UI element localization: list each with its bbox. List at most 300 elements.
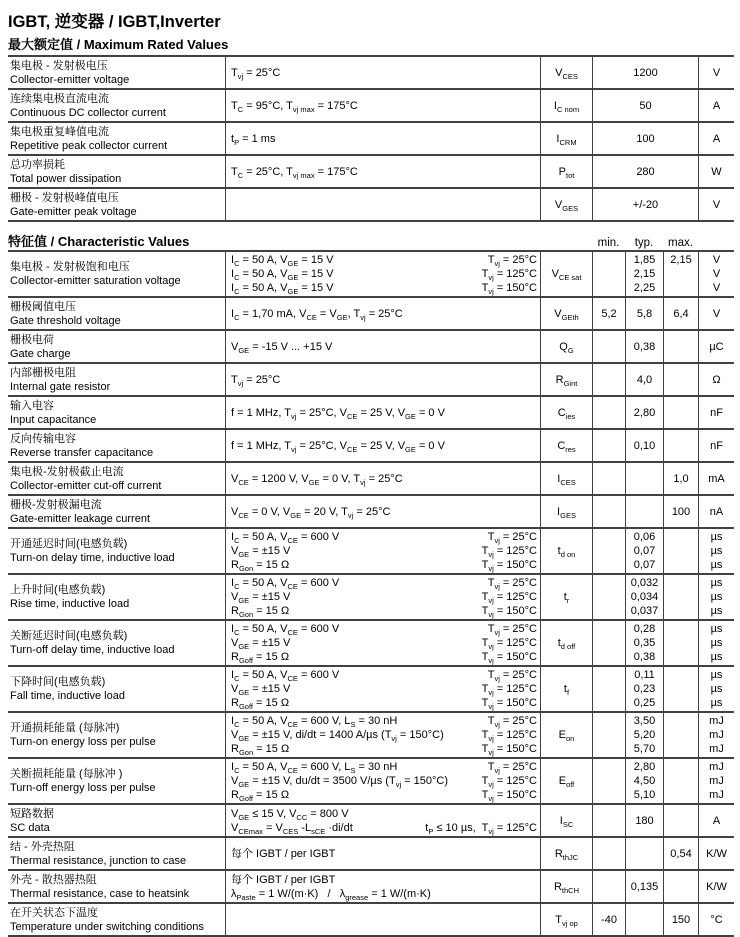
min-value-cell — [592, 331, 625, 362]
param-symbol-cell — [540, 904, 592, 935]
condition-line: $I_C = 50$ A, $V_{CE} = 600$ V — [231, 577, 340, 592]
param-symbol-cell — [540, 621, 592, 665]
text-line: 0,38 — [633, 651, 656, 663]
param-symbol-cell — [540, 871, 592, 902]
condition-line: $V_{CE} = 0$ V, $V_{GE} = 20$ V, $T_{vj} = 25^\circ C$ — [231, 505, 391, 520]
param-symbol-cell — [540, 189, 592, 220]
param-symbol-cell — [540, 667, 592, 711]
param-name-en: Turn-on energy loss per pulse — [10, 736, 156, 748]
param-name-en: Reverse transfer capacitance — [10, 446, 154, 459]
param-symbol-cell — [540, 575, 592, 619]
section-characteristic-title: 特征值 / Characteristic Values — [8, 234, 190, 249]
text-line: µs — [710, 577, 723, 589]
temp-condition-line: $T_{vj} = 125^\circ C$ — [481, 775, 537, 790]
param-name-en: Thermal resistance, case to heatsink — [10, 887, 190, 900]
text-line: 0,11 — [634, 669, 655, 681]
table-row — [8, 156, 734, 189]
param-symbol-cell — [540, 331, 592, 362]
condition-line: $T_{vj} = 25^\circ C$ — [231, 373, 281, 388]
param-symbol: $t_{d on}$ — [557, 545, 576, 560]
param-symbol-cell — [540, 397, 592, 428]
param-name-cell — [8, 123, 225, 154]
condition-line: $V_{CEmax} = V_{CES}$ $-L_{sCE} \cdot di/dt$ — [231, 821, 353, 836]
text-line: 0,54 — [670, 847, 692, 860]
param-name-cell — [8, 331, 225, 362]
text-line: mJ — [709, 715, 724, 727]
temp-condition-line: $T_{vj} = 125^\circ C$ — [481, 545, 537, 560]
condition-lines — [231, 847, 536, 861]
min-value-cell — [592, 298, 625, 329]
max-value-cell — [663, 252, 698, 296]
param-name-zh: 上升时间(电感负载) — [10, 584, 106, 596]
param-name-zh: 总功率损耗 — [10, 158, 65, 171]
text-line: 0,25 — [633, 697, 656, 709]
param-name-en: Turn-on delay time, inductive load — [10, 552, 175, 564]
param-symbol: $V_{CE sat}$ — [551, 268, 582, 283]
param-name-zh: 集电极 - 发射极饱和电压 — [10, 261, 130, 273]
param-name-en: Temperature under switching conditions — [10, 920, 204, 933]
max-value-cell — [663, 298, 698, 329]
param-name-zh: 开通损耗能量 (每脉冲) — [10, 722, 120, 734]
param-symbol: $t_r$ — [563, 591, 570, 606]
text-line: µs — [710, 697, 723, 709]
condition-line: $V_{GE} \le 15$ V, $V_{CC} = 800$ V — [231, 807, 349, 822]
condition-line: $I_C = 50$ A, $V_{CE} = 600$ V — [231, 623, 340, 638]
param-conditions-cell — [225, 496, 540, 527]
text-line: 5,20 — [633, 729, 656, 741]
table-row — [8, 430, 734, 463]
col-header-typ: typ. — [634, 237, 654, 249]
min-value-cell — [592, 759, 625, 803]
text-line: 0,35 — [633, 637, 656, 649]
rated-value: 50 — [639, 99, 652, 112]
min-value-cell — [592, 904, 625, 935]
min-value-cell — [592, 667, 625, 711]
text-line: µs — [710, 531, 723, 543]
text-line: V — [712, 307, 721, 320]
unit-cell — [698, 331, 734, 362]
text-line: 2,15 — [633, 268, 656, 280]
table-row — [8, 298, 734, 331]
text-line: nF — [710, 406, 723, 419]
text-line: A — [712, 814, 721, 827]
temp-condition-lines — [482, 530, 537, 572]
section-max-rated-title: 最大额定值 / Maximum Rated Values — [8, 37, 229, 52]
param-name-en: Thermal resistance, junction to case — [10, 854, 187, 867]
param-name-zh: 集电极 - 发射极电压 — [10, 59, 108, 72]
param-symbol: $E_{on}$ — [558, 729, 575, 744]
text-line: µs — [710, 669, 723, 681]
unit-cell — [698, 298, 734, 329]
param-symbol: $R_{Gint}$ — [555, 373, 578, 388]
unit-cell — [698, 463, 734, 494]
table-row — [8, 57, 734, 90]
text-line: 2,80 — [633, 761, 656, 773]
min-value-cell — [592, 364, 625, 395]
max-value-cell — [663, 805, 698, 836]
unit-cell — [698, 838, 734, 869]
table-row — [8, 838, 734, 871]
condition-line: $V_{GE} = \pm 15$ V — [231, 637, 291, 652]
param-name-cell — [8, 57, 225, 88]
text-line: 2,25 — [633, 282, 656, 294]
condition-line: $V_{CE} = 1200$ V, $V_{GE} = 0$ V, $T_{vj} = 25^\circ C$ — [231, 472, 403, 487]
typ-value-cell — [625, 904, 663, 935]
text-line: 0,07 — [633, 559, 656, 571]
condition-line: $R_{Gon} = 15$ Ω — [231, 743, 290, 758]
rated-value-cell — [592, 156, 698, 187]
text-line: µC — [709, 340, 724, 353]
param-name-cell — [8, 252, 225, 296]
max-value-cell — [663, 871, 698, 902]
param-symbol-cell — [540, 759, 592, 803]
unit-cell — [698, 529, 734, 573]
table-row — [8, 90, 734, 123]
unit-cell — [698, 805, 734, 836]
min-value-cell — [592, 430, 625, 461]
table-row — [8, 123, 734, 156]
param-symbol: $I_{CRM}$ — [556, 132, 577, 147]
condition-line: $I_C = 50$ A, $V_{CE} = 600$ V — [231, 531, 340, 546]
param-name-en: Gate charge — [10, 347, 71, 360]
param-conditions-cell — [225, 123, 540, 154]
temp-condition-line: $T_{vj} = 25^\circ C$ — [487, 531, 537, 546]
temp-condition-line: $T_{vj} = 25^\circ C$ — [487, 254, 537, 269]
param-conditions-cell — [225, 838, 540, 869]
max-value-cell — [663, 759, 698, 803]
text-line: µs — [710, 651, 723, 663]
param-name-en: Gate threshold voltage — [10, 314, 121, 327]
text-line: mJ — [709, 729, 724, 741]
min-value-cell — [592, 529, 625, 573]
temp-condition-lines — [425, 807, 537, 835]
table-row — [8, 667, 734, 713]
param-name-zh: 集电极重复峰值电流 — [10, 125, 109, 138]
param-name-en: Rise time, inductive load — [10, 598, 130, 610]
rated-value-cell — [592, 189, 698, 220]
min-value-cell — [592, 575, 625, 619]
temp-condition-lines — [482, 668, 537, 710]
param-name-zh: 输入电容 — [10, 399, 54, 412]
table-row — [8, 463, 734, 496]
table-row — [8, 713, 734, 759]
param-name-cell — [8, 430, 225, 461]
min-value-cell — [592, 397, 625, 428]
param-name-en: Gate-emitter peak voltage — [10, 205, 137, 218]
typ-value-cell — [625, 871, 663, 902]
param-name-cell — [8, 189, 225, 220]
min-value-cell — [592, 805, 625, 836]
text-line: -40 — [601, 913, 617, 926]
col-header-min: min. — [597, 237, 620, 249]
temp-condition-line: $T_{vj} = 25^\circ C$ — [487, 715, 537, 730]
text-line: 100 — [671, 505, 691, 518]
param-name-cell — [8, 156, 225, 187]
rated-value: 280 — [636, 165, 655, 178]
param-symbol-cell — [540, 805, 592, 836]
typ-value-cell — [625, 759, 663, 803]
condition-lines — [231, 307, 536, 321]
param-name-cell — [8, 529, 225, 573]
temp-condition-lines — [482, 622, 537, 664]
temp-condition-line: $T_{vj} = 125^\circ C$ — [481, 729, 537, 744]
min-value-cell — [592, 252, 625, 296]
min-value-cell — [592, 621, 625, 665]
text-line: 0,034 — [630, 591, 659, 603]
typ-value-cell — [625, 252, 663, 296]
param-name-zh: 关断损耗能量 (每脉冲 ) — [10, 768, 123, 780]
max-value-cell — [663, 496, 698, 527]
param-symbol: $P_{tot}$ — [558, 165, 575, 180]
min-value-cell — [592, 463, 625, 494]
condition-line: $V_{GE} = \pm 15$ V — [231, 545, 291, 560]
text-line: µs — [710, 683, 723, 695]
param-symbol-cell — [540, 529, 592, 573]
text-line: 0,037 — [630, 605, 659, 617]
param-symbol-cell — [540, 364, 592, 395]
condition-line: $R_{Gon} = 15$ Ω — [231, 605, 290, 620]
text-line: 150 — [671, 913, 691, 926]
unit-label: A — [712, 132, 721, 145]
param-name-zh: 栅极电荷 — [10, 333, 54, 346]
param-name-zh: 关断延迟时间(电感负载) — [10, 630, 128, 642]
param-symbol: $V_{GES}$ — [554, 198, 579, 213]
param-name-en: Turn-off energy loss per pulse — [10, 782, 156, 794]
min-value-cell — [592, 871, 625, 902]
param-conditions-cell — [225, 621, 540, 665]
temp-condition-line: $T_{vj} = 125^\circ C$ — [481, 637, 537, 652]
unit-label: V — [712, 198, 721, 211]
param-symbol-cell — [540, 252, 592, 296]
temp-condition-line: $T_{vj} = 150^\circ C$ — [481, 559, 537, 574]
param-conditions-cell — [225, 57, 540, 88]
typ-value-cell — [625, 331, 663, 362]
text-line: mA — [708, 472, 725, 485]
typ-value-cell — [625, 667, 663, 711]
characteristic-values-table — [8, 250, 734, 937]
condition-line: $R_{Goff} = 15$ Ω — [231, 789, 290, 804]
param-symbol: $Q_G$ — [559, 340, 574, 355]
unit-cell — [698, 156, 734, 187]
condition-line: $t_P = 1$ ms — [231, 132, 276, 147]
unit-cell — [698, 364, 734, 395]
condition-lines — [231, 373, 536, 387]
text-line: V — [712, 268, 721, 280]
unit-label: V — [712, 66, 721, 79]
text-line: 0,135 — [630, 880, 659, 893]
text-line: 5,8 — [636, 307, 653, 320]
table-row — [8, 364, 734, 397]
param-symbol: $C_{res}$ — [557, 439, 576, 454]
param-symbol-cell — [540, 156, 592, 187]
table-row — [8, 621, 734, 667]
unit-cell — [698, 759, 734, 803]
param-name-zh: 下降时间(电感负载) — [10, 676, 106, 688]
param-conditions-cell — [225, 156, 540, 187]
temp-condition-line: $T_{vj} = 125^\circ C$ — [481, 683, 537, 698]
param-name-cell — [8, 667, 225, 711]
param-symbol-cell — [540, 298, 592, 329]
param-symbol: $E_{off}$ — [558, 775, 575, 790]
param-symbol: $R_{thJC}$ — [554, 847, 579, 862]
table-row — [8, 496, 734, 529]
param-symbol-cell — [540, 713, 592, 757]
unit-cell — [698, 123, 734, 154]
param-conditions-cell — [225, 904, 540, 935]
unit-cell — [698, 621, 734, 665]
unit-cell — [698, 252, 734, 296]
unit-cell — [698, 430, 734, 461]
temp-condition-lines — [482, 253, 537, 295]
unit-cell — [698, 871, 734, 902]
temp-condition-line: $T_{vj} = 125^\circ C$ — [481, 268, 537, 283]
param-conditions-cell — [225, 364, 540, 395]
param-symbol: $I_{GES}$ — [557, 505, 576, 520]
param-conditions-cell — [225, 805, 540, 836]
param-name-en: Repetitive peak collector current — [10, 139, 168, 152]
param-name-en: Gate-emitter leakage current — [10, 512, 151, 525]
page-title: IGBT, 逆变器 / IGBT,Inverter — [8, 13, 221, 31]
param-name-cell — [8, 496, 225, 527]
typ-value-cell — [625, 463, 663, 494]
text-line: 2,15 — [670, 254, 692, 266]
unit-cell — [698, 575, 734, 619]
param-name-zh: 连续集电极直流电流 — [10, 92, 109, 105]
typ-value-cell — [625, 529, 663, 573]
condition-lines — [231, 505, 536, 519]
condition-line: $T_C = 95^\circ C$, $T_{vj max} = 175^\circ C$ — [231, 99, 358, 114]
max-value-cell — [663, 529, 698, 573]
text-line: µs — [710, 591, 723, 603]
text-line: 0,032 — [630, 577, 659, 589]
param-conditions-cell — [225, 529, 540, 573]
param-name-en: Continuous DC collector current — [10, 106, 166, 119]
table-row — [8, 252, 734, 298]
param-symbol-cell — [540, 838, 592, 869]
table-row — [8, 805, 734, 838]
param-symbol-cell — [540, 90, 592, 121]
param-conditions-cell — [225, 667, 540, 711]
temp-condition-line: $T_{vj} = 150^\circ C$ — [481, 651, 537, 666]
condition-line: $I_C = 1,70$ mA, $V_{CE} = V_{GE}$, $T_{vj} = 25^\circ C$ — [231, 307, 403, 322]
temp-condition-line: $t_P \le 10$ µs, $T_{vj} = 125^\circ C$ — [425, 821, 537, 836]
condition-lines — [231, 406, 536, 420]
condition-line: $V_{GE} = \pm 15$ V, di/dt = 1400 A/µs $(T_{vj} = 150^\circ C)$ — [231, 729, 444, 744]
condition-line: $I_C = 50$ A, $V_{CE} = 600$ V — [231, 669, 340, 684]
text-line: 0,10 — [633, 439, 656, 452]
param-name-zh: 外壳 - 散热器热阻 — [10, 873, 97, 886]
param-name-zh: 反向传输电容 — [10, 432, 76, 445]
typ-value-cell — [625, 298, 663, 329]
max-value-cell — [663, 397, 698, 428]
text-line: 0,06 — [633, 531, 656, 543]
param-name-zh: 栅极 - 发射极峰值电压 — [10, 191, 119, 204]
unit-cell — [698, 57, 734, 88]
text-line: 1,85 — [633, 254, 656, 266]
text-line: 3,50 — [633, 715, 656, 727]
unit-label: W — [711, 165, 722, 178]
text-line: nF — [710, 439, 723, 452]
param-name-zh: 栅极阈值电压 — [10, 300, 76, 313]
typ-value-cell — [625, 397, 663, 428]
condition-line: 每个 IGBT / per IGBT — [231, 847, 336, 860]
condition-line: f = 1 MHz, $T_{vj} = 25^\circ C$, $V_{CE} = 25$ V, $V_{GE} = 0$ V — [231, 406, 445, 421]
rated-value-cell — [592, 90, 698, 121]
temp-condition-line: $T_{vj} = 150^\circ C$ — [481, 282, 537, 297]
condition-line: $I_C = 50$ A, $V_{GE} = 15$ V — [231, 254, 334, 269]
param-name-cell — [8, 871, 225, 902]
max-value-cell — [663, 364, 698, 395]
param-name-zh: 栅极-发射极漏电流 — [10, 498, 102, 511]
temp-condition-line: $T_{vj} = 150^\circ C$ — [481, 743, 537, 758]
param-name-cell — [8, 904, 225, 935]
unit-cell — [698, 90, 734, 121]
param-conditions-cell — [225, 575, 540, 619]
condition-line: f = 1 MHz, $T_{vj} = 25^\circ C$, $V_{CE} = 25$ V, $V_{GE} = 0$ V — [231, 439, 445, 454]
temp-condition-line: $T_{vj} = 150^\circ C$ — [481, 605, 537, 620]
section-characteristic-header — [8, 233, 734, 250]
unit-cell — [698, 397, 734, 428]
condition-line: $I_C = 50$ A, $V_{GE} = 15$ V — [231, 282, 334, 297]
param-name-zh: 内部栅极电阻 — [10, 366, 76, 379]
param-symbol: $C_{ies}$ — [557, 406, 576, 421]
table-row — [8, 759, 734, 805]
param-conditions-cell — [225, 252, 540, 296]
temp-condition-line: $T_{vj} = 25^\circ C$ — [487, 761, 537, 776]
param-name-cell — [8, 397, 225, 428]
text-line: 0,38 — [633, 340, 656, 353]
text-line: Ω — [712, 373, 721, 386]
text-line: 180 — [635, 814, 654, 827]
param-name-zh: 在开关状态下温度 — [10, 906, 98, 919]
param-name-en: Collector-emitter cut-off current — [10, 479, 162, 492]
condition-line: $R_{Goff} = 15$ Ω — [231, 697, 290, 712]
table-row — [8, 529, 734, 575]
unit-cell — [698, 713, 734, 757]
temp-condition-line: $T_{vj} = 150^\circ C$ — [481, 697, 537, 712]
param-name-zh: 集电极-发射极截止电流 — [10, 465, 124, 478]
text-line: µs — [710, 559, 723, 571]
max-rated-values-table — [8, 55, 734, 222]
text-line: mJ — [709, 761, 724, 773]
param-symbol: $I_{CES}$ — [557, 472, 576, 487]
param-symbol-cell — [540, 496, 592, 527]
param-symbol: $I_{SC}$ — [559, 814, 574, 829]
rated-value-cell — [592, 123, 698, 154]
text-line: 5,70 — [633, 743, 656, 755]
typ-value-cell — [625, 364, 663, 395]
rated-value: +/-20 — [632, 198, 659, 211]
condition-line: $I_C = 50$ A, $V_{CE} = 600$ V, $L_S = 30$ nH — [231, 761, 398, 776]
table-row — [8, 397, 734, 430]
max-value-cell — [663, 575, 698, 619]
text-line: 4,0 — [636, 373, 653, 386]
text-line: V — [712, 254, 721, 266]
text-line: mJ — [709, 775, 724, 787]
param-name-cell — [8, 759, 225, 803]
table-row — [8, 575, 734, 621]
min-value-cell — [592, 496, 625, 527]
condition-line: $I_C = 50$ A, $V_{CE} = 600$ V, $L_S = 30$ nH — [231, 715, 398, 730]
text-line: °C — [710, 913, 723, 926]
param-conditions-cell — [225, 397, 540, 428]
param-name-cell — [8, 575, 225, 619]
text-line: mJ — [709, 743, 724, 755]
param-symbol: $I_{C nom}$ — [553, 99, 580, 114]
param-symbol: $V_{CES}$ — [555, 66, 578, 81]
text-line: mJ — [709, 789, 724, 801]
param-name-cell — [8, 713, 225, 757]
